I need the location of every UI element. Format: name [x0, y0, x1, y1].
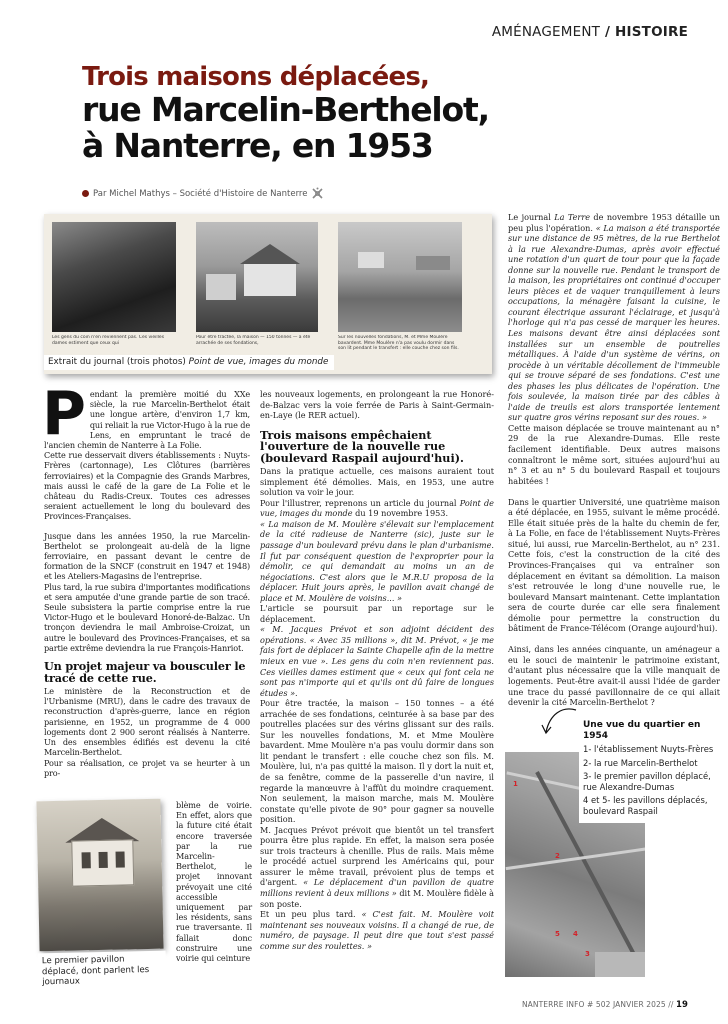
source-title: La Terre [554, 212, 591, 222]
map-marker-1: 1 [513, 780, 518, 788]
paragraph: les nouveaux logements, en prolongeant la rue Honoré-de-Balzac vers la voie ferrée de Paris à Saint-Germain-en-Laye (le RER actuel). [260, 389, 494, 421]
paragraph [260, 825, 494, 909]
photo-crowd [52, 222, 176, 332]
newsprint-caption-2: Pour être tractée, la maison — 150 tonnes — a été arrachée de ses fondations, [196, 335, 311, 346]
housing-block [595, 952, 645, 977]
paragraph: Jusque dans les années 1950, la rue Marcelin-Berthelot se prolongeait au-delà de la ligne ferroviaire, en passant devant le centre de formation de la SNCF (construit en 1947 et 1948) et les Ateliers-Magasins de l'entreprise. [44, 530, 250, 582]
source-title: Point de vue, images du monde [260, 497, 494, 519]
paragraph: blème de voirie. En effet, alors que la future cité était encore traversée par la rue Marcelin-Berthelot, le projet innovant prévoyait une cité accessible uniquement par les résidents, sans rue traversante. Il fallait donc construire une voirie qui ceinture [176, 800, 252, 964]
quote [260, 624, 494, 698]
quote-text: « Le déplacement d'un pavillon de quatre millions revient à deux millions » [260, 877, 494, 899]
legend-item: 2- la rue Marcelin-Berthelot [583, 757, 698, 768]
photo-truck-house [196, 222, 318, 332]
paragraph: Le ministère de la Reconstruction et de l'Urbanisme (MRU), dans le cadre des travaux de reconstruction d'après-guerre, lance en région parisienne, en 1952, un programme de 4 000 logements dont 2 900 seront réalisés à Nanterre. Un des ensembles édifiés est devenu la cité Marcelin-Berthelot. [44, 686, 250, 758]
section-rubric [492, 24, 688, 40]
text: de novembre 1953 détaille un peu plus l'opération. [508, 212, 720, 233]
paragraph: Dans le quartier Université, une quatrième maison a été déplacée, en 1955, suivant le même procédé. Elle était située près de la halte du chemin de fer, à La Folie, en face de l'établissement Nuyts-Frères situé, lui aussi, rue Marcelin-Berthelot, au n° 231. Cette fois, c'est la construction de la cité des Provinces-Françaises qui va entraîner son déplacement en évitant sa démolition. La maison s'est retrouvée le long d'une nouvelle rue, le boulevard Mansart maintenant. Cette implantation sera de courte durée car elle sera finalement démolie pour permettre la construction du bâtiment de France-Télécom (Orange aujourd'hui). [508, 496, 720, 634]
rubric-separator: / [600, 24, 616, 40]
house-distant-2 [416, 256, 450, 270]
quote-text: « M. Jacques Prévot et son adjoint décident des opérations. « Avec 35 millions », dit M. Prévot, « je me fais fort de déplacer la Sainte Chapelle afin de la mettre mieux en vue ». Les gens du coin n'en reviennent pas. Ces vieilles dames estiment que « ceux qui font cela ne sont pas n'importe qui et qu'ils ont dû faire de longues études ». [260, 624, 494, 698]
quote-text: « La maison de M. Moulère s'élevait sur l'emplacement de la cité radieuse de Nanterre (sic), juste sur le passage d'un boulevard prévu dans le plan d'urbanisme. Il fut par conséquent question de l'exproprier pour la démolir, ce qui demandait au moins un an de négociations. C'est alors que le M.R.U proposa de la déplacer. Huit jours après, le pavillon avait changé de place et M. Moulère de voisins... » [260, 518, 494, 603]
quote-text: « La maison a été transportée sur une distance de 95 mètres, de la rue Berthelot à la rue Alexandre-Dumas, après avoir effectué une rotation d'un quart de tour pour que la façade donne sur la nouvelle rue. Pendant le transport de la maison, les propriétaires ont continué d'occuper leurs pièces et de vaquer tranquillement à leurs occupations, la ménagère faisant la cuisine, le courant électrique assurant l'éclairage, et jusqu'à l'horloge qui n'a pas cessé de marquer les heures. Les maisons devant être ainsi déplacées sont installées sur un ensemble de poutrelles métalliques. À l'aide d'un système de vérins, on procède à un véritable décollement de l'immeuble qui se trouve séparé de ses fondations. C'est une des phases les plus délicates de l'opération. Une fois soulevée, la maison tirée par des câbles à l'aide de treuils est alors transportée lentement sur quatre gros vérins reposant sur des roues. » [508, 222, 720, 423]
caption-source: Point de vue, images du monde [188, 357, 329, 367]
map-marker-3: 3 [585, 950, 590, 958]
publication-info: NANTERRE INFO # 502 JANVIER 2025 // [521, 1000, 676, 1009]
text: Le journal [508, 212, 555, 222]
aerial-photo-legend [579, 718, 719, 823]
headline [82, 62, 512, 164]
map-marker-2: 2 [555, 852, 560, 860]
paragraph: Dans la pratique actuelle, ces maisons auraient tout simplement été démolies. Mais, en 1953, une autre solution va voir le jour. [260, 466, 494, 498]
page-footer [522, 1000, 688, 1010]
legend-title: Une vue du quartier en 1954 [583, 720, 701, 741]
headline-line-3: à Nanterre, en 1953 [82, 126, 433, 165]
paragraph: L'article se poursuit par un reportage sur le déplacement. [260, 603, 494, 624]
text: dit M. Moulère fidèle à son poste. [260, 888, 495, 909]
paragraph: Plus tard, la rue subira d'importantes modifications et sera amputée d'une grande partie de son tracé. Seule subsistera la partie comprise entre la rue Victor-Hugo et le boulevard Honoré-de-Balzac. Un tronçon deviendra le mail Ambroise-Croizat, un autre le boulevard des Provinces-Françaises, et sa partie extrême deviendra la rue François-Hanriot. [44, 581, 250, 653]
article-column-1 [42, 379, 250, 778]
hand-drawn-arrow-icon [540, 706, 580, 736]
article-column-1-continued [176, 800, 252, 963]
map-marker-4: 4 [573, 930, 578, 938]
page-number: 19 [675, 1000, 688, 1010]
newsprint-caption-1: Les gens du coin n'en reviennent pas. Ces vieilles dames estiment que ceux qui [52, 335, 165, 346]
paragraph [260, 498, 494, 519]
quote [260, 519, 494, 603]
paragraph: Pour sa réalisation, ce projet va se heurter à un pro- [44, 757, 250, 778]
photo-first-house [36, 799, 163, 952]
headline-line-1: Trois maisons déplacées, [82, 62, 430, 92]
caption-prefix: Extrait du journal (trois photos) [48, 357, 189, 367]
paragraph: Pour être tractée, la maison – 150 tonnes – a été arrachée de ses fondations, ceinturée à sa base par des poutrelles placées sur des vérins glissant sur des rails. Sur les nouvelles fondations, M. et Mme Moulère bavardent. Mme Moulère n'a pas voulu dormir dans son lit pendant le transfert : elle couche chez son fils. M. Moulère, lui, n'a pas quitté la maison. Il y dort la nuit et, de sa fenêtre, comme de la passerelle d'un navire, il regarde la manœuvre à l'affût du moindre craquement. Non seulement, la maison marche, mais M. Moulère constate qu'elle pivote de 90° pour gagner sa nouvelle position. [260, 698, 494, 825]
paragraph: Cette maison déplacée se trouve maintenant au n° 29 de la rue Alexandre-Dumas. Elle reste facilement identifiable. Deux autres maisons connaîtront le même sort, situées aujourd'hui au n° 3 et au n° 5 du boulevard Raspail et toujours habitées ! [508, 422, 720, 486]
newsprint-caption-3: Sur les nouvelles fondations, M. et Mme Moulère bavardent. Mme Moulère n'a pas voulu dormir dans son lit pendant le transfert : elle couche chez son fils. [338, 335, 459, 352]
text: Et un peu plus tard. [260, 909, 362, 920]
paragraph: Cette rue desservait divers établissements : Nuyts-Frères (cartonnage), Les Clôtures (barrières ferroviaires) et la Compagnie des Grands Marbres, mais aussi le café de la gare de La Folie et le château du Radis-Creux. Toutes ces adresses seraient actuellement le long du boulevard des Provinces-Françaises. [44, 450, 250, 522]
newspaper-photo-strip [44, 214, 492, 374]
legend-item: 4 et 5- les pavillons déplacés, boulevard Raspail [583, 795, 708, 816]
bullet-dot-icon [82, 190, 89, 197]
paragraph [260, 909, 494, 951]
subheading: Un projet majeur va bousculer le tracé de cette rue. [44, 659, 246, 685]
headline-line-2: rue Marcelin-Berthelot, [82, 90, 489, 129]
article-column-2 [260, 389, 494, 951]
legend-item: 3- le premier pavillon déplacé, rue Alexandre-Dumas [583, 771, 711, 792]
text: du 19 novembre 1953. [352, 508, 449, 519]
byline-text: Par Michel Mathys – Société d'Histoire de Nanterre [93, 188, 308, 199]
legend-item: 1- l'établissement Nuyts-Frères [583, 744, 714, 754]
house-distant [358, 252, 384, 268]
subheading: Trois maisons empêchaient l'ouverture de la nouvelle rue (boulevard Raspail aujourd'hui). [260, 427, 464, 465]
article-column-3 [508, 212, 720, 708]
house-window [116, 851, 125, 867]
house-wall [244, 264, 296, 296]
house-photo-caption: Le premier pavillon déplacé, dont parlent les journaux [38, 951, 167, 991]
house-roof [240, 244, 300, 264]
photo-strip-caption [44, 355, 334, 370]
rubric-section: AMÉNAGEMENT [491, 24, 601, 40]
drop-cap: P [42, 379, 86, 449]
paragraph [508, 212, 720, 423]
society-logo-icon [311, 187, 324, 200]
photo-new-foundations [338, 222, 462, 332]
house-window [82, 852, 91, 868]
paragraph: Ainsi, dans les années cinquante, un aménageur a eu le souci de maintenir le patrimoine existant, d'autant plus nécessaire que la ville manquait de logements. Peut-être avait-il aussi l'idée de garder une trace du passé pavillonnaire de ce qui allait devenir la cité Marcelin-Berthelot ? [508, 644, 720, 708]
text: Pour l'illustrer, reprenons un article du journal [260, 497, 460, 508]
paragraph: endant la première moitié du XXe siècle, la rue Marcelin-Berthelot était une longue artère, d'environ 1,7 km, qui reliait la rue Victor-Hugo à la rue de Lens, en empruntant le tracé de l'ancien chemin de Nanterre à La Folie. [44, 389, 250, 451]
text: M. Jacques Prévot prévoit que bientôt un tel transfert pourra être plus rapide. En effet, la maison sera posée sur trois tracteurs à chenille. Plus de rails. Mais même le procédé actuel surprend les Américains qui, pour assurer le même travail, prévoient plus de temps et d'argent. [260, 824, 494, 888]
rubric-subsection: HISTOIRE [615, 24, 688, 40]
truck [206, 274, 236, 300]
map-marker-5: 5 [555, 930, 560, 938]
byline [82, 187, 324, 200]
quote-text: « C'est fait. M. Moulère voit maintenant ses nouveaux voisins. Il a changé de rue, de numéro, de paysage. Il peut dire que tout s'est passé comme sur des roulettes. » [260, 909, 494, 951]
house-door [99, 852, 108, 868]
